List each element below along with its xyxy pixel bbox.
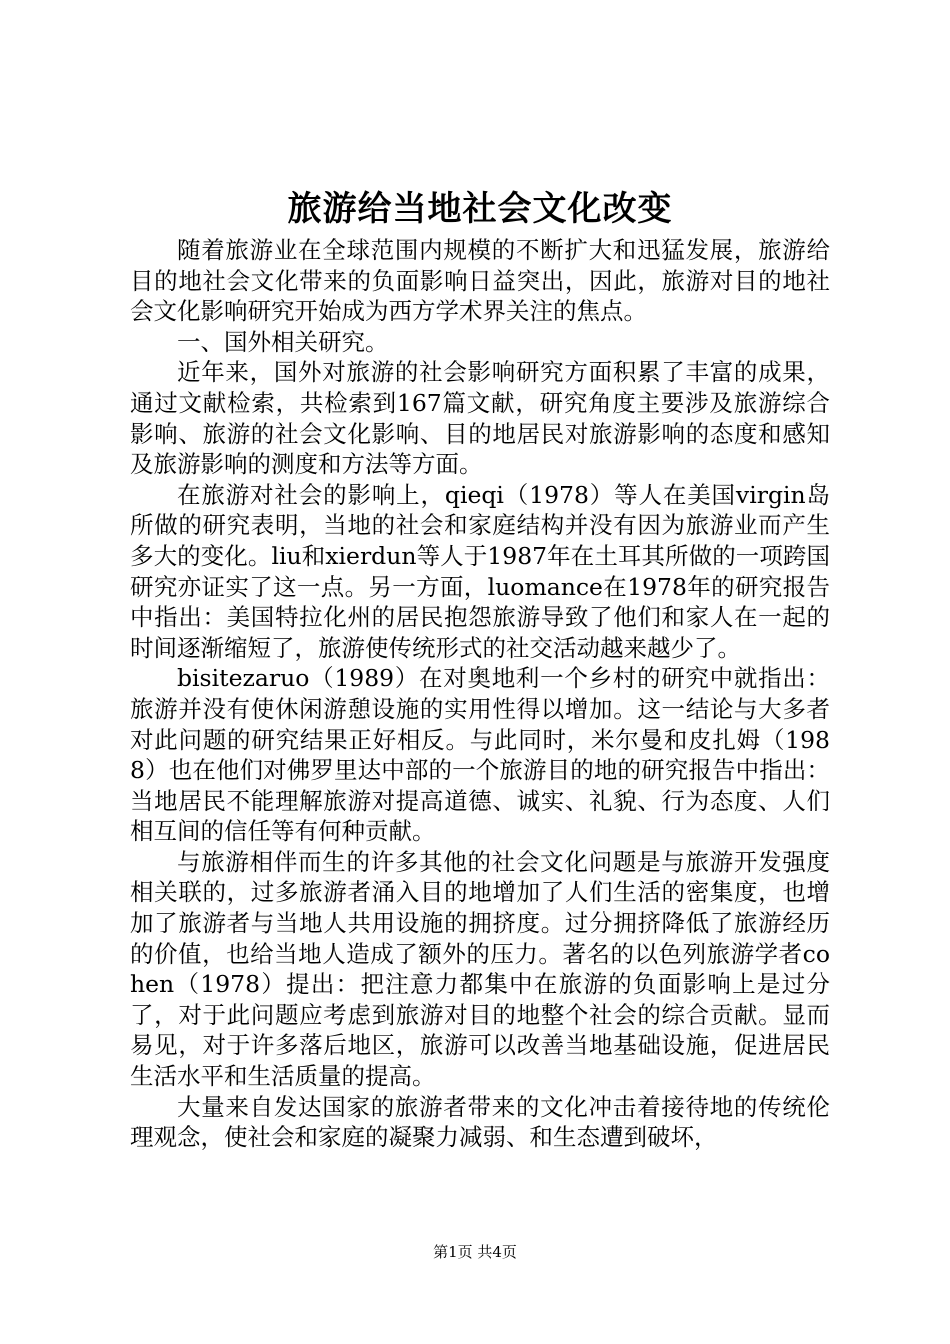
paragraph-social-impact: 在旅游对社会的影响上，qieqi（1978）等人在美国virgin岛所做的研究表明，当地的社会和家庭结构并没有因为旅游业而产生多大的变化。liu和xierdun等人于1987年在土耳其所做的一项跨国研究亦证实了这一点。另一方面，luomance在1978年的研究报告中指出：美国特拉化州的居民抱怨旅游导致了他们和家人在一起的时间逐渐缩短了，旅游使传统形式的社交活动越来越少了。 bbox=[130, 480, 830, 662]
paragraph-culture-shock: 大量来自发达国家的旅游者带来的文化冲击着接待地的传统伦理观念，使社会和家庭的凝聚力减弱、和生态遭到破坏， bbox=[130, 1092, 830, 1152]
paragraph-intro: 随着旅游业在全球范围内规模的不断扩大和迅猛发展，旅游给目的地社会文化带来的负面影响日益突出，因此，旅游对目的地社会文化影响研究开始成为西方学术界关注的焦点。 bbox=[130, 236, 830, 326]
document-title: 旅游给当地社会文化改变 bbox=[287, 189, 673, 229]
paragraph-austria-study: bisitezaruo（1989）在对奥地利一个乡村的研究中就指出：旅游并没有使休闲游憩设施的实用性得以增加。这一结论与大多者对此问题的研究结果正好相反。与此同时，米尔曼和皮扎姆（1988）也在他们对佛罗里达中部的一个旅游目的地的研究报告中指出：当地居民不能理解旅游对提高道德、诚实、礼貌、行为态度、人们相互间的信任等有何种贡献。 bbox=[130, 664, 830, 846]
section-heading: 一、国外相关研究。 bbox=[177, 327, 389, 356]
paragraph-research-overview: 近年来，国外对旅游的社会影响研究方面积累了丰富的成果，通过文献检索，共检索到167篇文献，研究角度主要涉及旅游综合影响、旅游的社会文化影响、目的地居民对旅游影响的态度和感知及旅游影响的测度和方法等方面。 bbox=[130, 358, 830, 479]
paragraph-crowding: 与旅游相伴而生的许多其他的社会文化问题是与旅游开发强度相关联的，过多旅游者涌入目的地增加了人们生活的密集度，也增加了旅游者与当地人共用设施的拥挤度。过分拥挤降低了旅游经历的价值，也给当地人造成了额外的压力。著名的以色列旅游学者cohen（1978）提出：把注意力都集中在旅游的负面影响上是过分了，对于此问题应考虑到旅游对目的地整个社会的综合贡献。显而易见，对于许多落后地区，旅游可以改善当地基础设施，促进居民生活水平和生活质量的提高。 bbox=[130, 847, 830, 1091]
document-body bbox=[130, 235, 830, 1153]
page-number-footer: 第1页 共4页 bbox=[433, 1243, 517, 1261]
